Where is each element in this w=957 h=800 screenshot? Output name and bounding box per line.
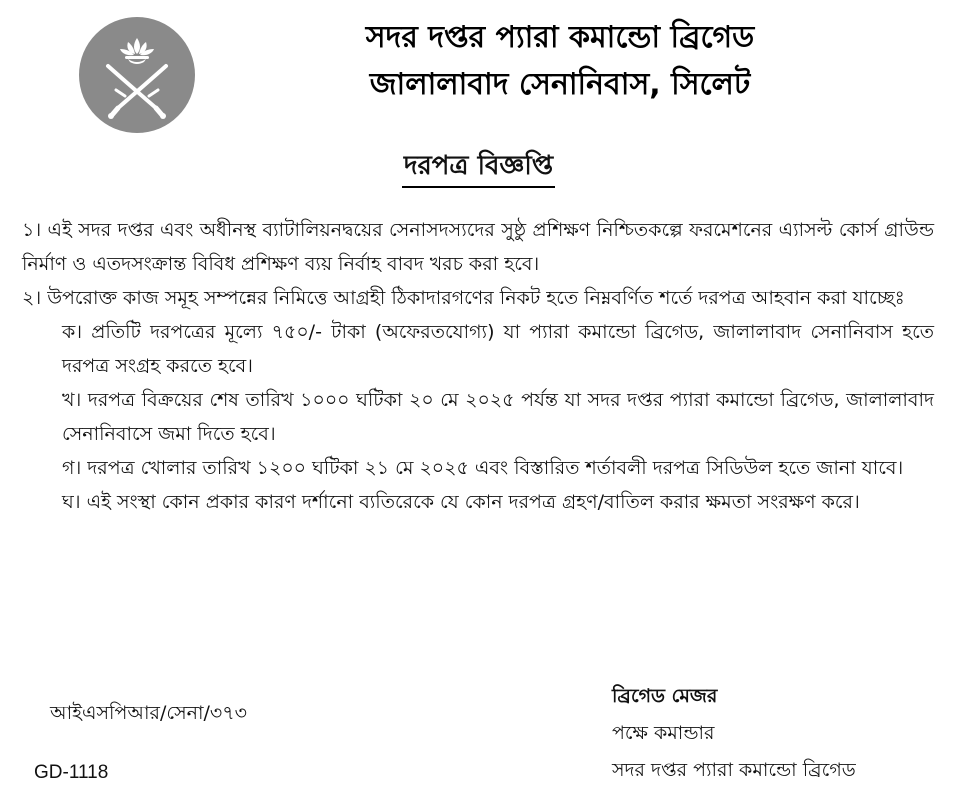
notice-title-wrap (0, 146, 957, 188)
signature-designation: ব্রিগেড মেজর (612, 685, 718, 707)
gd-code: GD-1118 (34, 762, 109, 783)
signature-on-behalf: পক্ষে কমান্ডার (612, 722, 715, 744)
condition-ka: ক। প্রতিটি দরপত্রের মূল্যে ৭৫০/- টাকা (অফেরতযোগ্য) যা প্যারা কমান্ডো ব্রিগেড, জালালাবাদ সেনানিবাস হতে দরপত্র সংগ্রহ করতে হবে। (62, 321, 934, 377)
notice-title: দরপত্র বিজ্ঞপ্তি (402, 146, 555, 188)
condition-kha: খ। দরপত্র বিক্রয়ের শেষ তারিখ ১০০০ ঘটিকা ২০ মে ২০২৫ পর্যন্ত যা সদর দপ্তর প্যারা কমান্ডো ব্রিগেড, জালালাবাদ সেনানিবাসে জমা দিতে হবে। (62, 389, 934, 445)
ispr-reference: আইএসপিআর/সেনা/৩৭৩ (50, 702, 247, 724)
condition-gha: ঘ। এই সংস্থা কোন প্রকার কারণ দর্শানো ব্যতিরেকে যে কোন দরপত্র গ্রহণ/বাতিল করার ক্ষমতা সংরক্ষণ করে। (62, 491, 860, 513)
signature-block (612, 678, 856, 789)
paragraph-1: ১। এই সদর দপ্তর এবং অধীনস্থ ব্যাটালিয়নদ্বয়ের সেনাসদস্যদের সুষ্ঠু প্রশিক্ষণ নিশ্চিতকল্পে ফরমেশনের এ্যাসল্ট কোর্স গ্রাউন্ড নির্মাণ ও এতদসংক্রান্ত বিবিধ প্রশিক্ষণ ব্যয় নির্বাহ বাবদ খরচ করা হবে। (22, 219, 934, 275)
header-organization: সদর দপ্তর প্যারা কমান্ডো ব্রিগেড (365, 20, 755, 55)
notice-header (210, 14, 910, 108)
condition-ga: গ। দরপত্র খোলার তারিখ ১২০০ ঘটিকা ২১ মে ২০২৫ এবং বিস্তারিত শর্তাবলী দরপত্র সিডিউল হতে জানা যাবে। (62, 457, 904, 479)
para-commando-brigade-emblem-icon (78, 16, 196, 134)
header-location: জালালাবাদ সেনানিবাস, সিলেট (369, 67, 751, 102)
signature-office: সদর দপ্তর প্যারা কমান্ডো ব্রিগেড (612, 759, 856, 781)
paragraph-2: ২। উপরোক্ত কাজ সমূহ সম্পন্নের নিমিত্তে আগ্রহী ঠিকাদারগণের নিকট হতে নিম্নবর্ণিত শর্তে দরপত্র আহবান করা যাচ্ছেঃ (22, 287, 905, 309)
notice-body (22, 213, 934, 519)
